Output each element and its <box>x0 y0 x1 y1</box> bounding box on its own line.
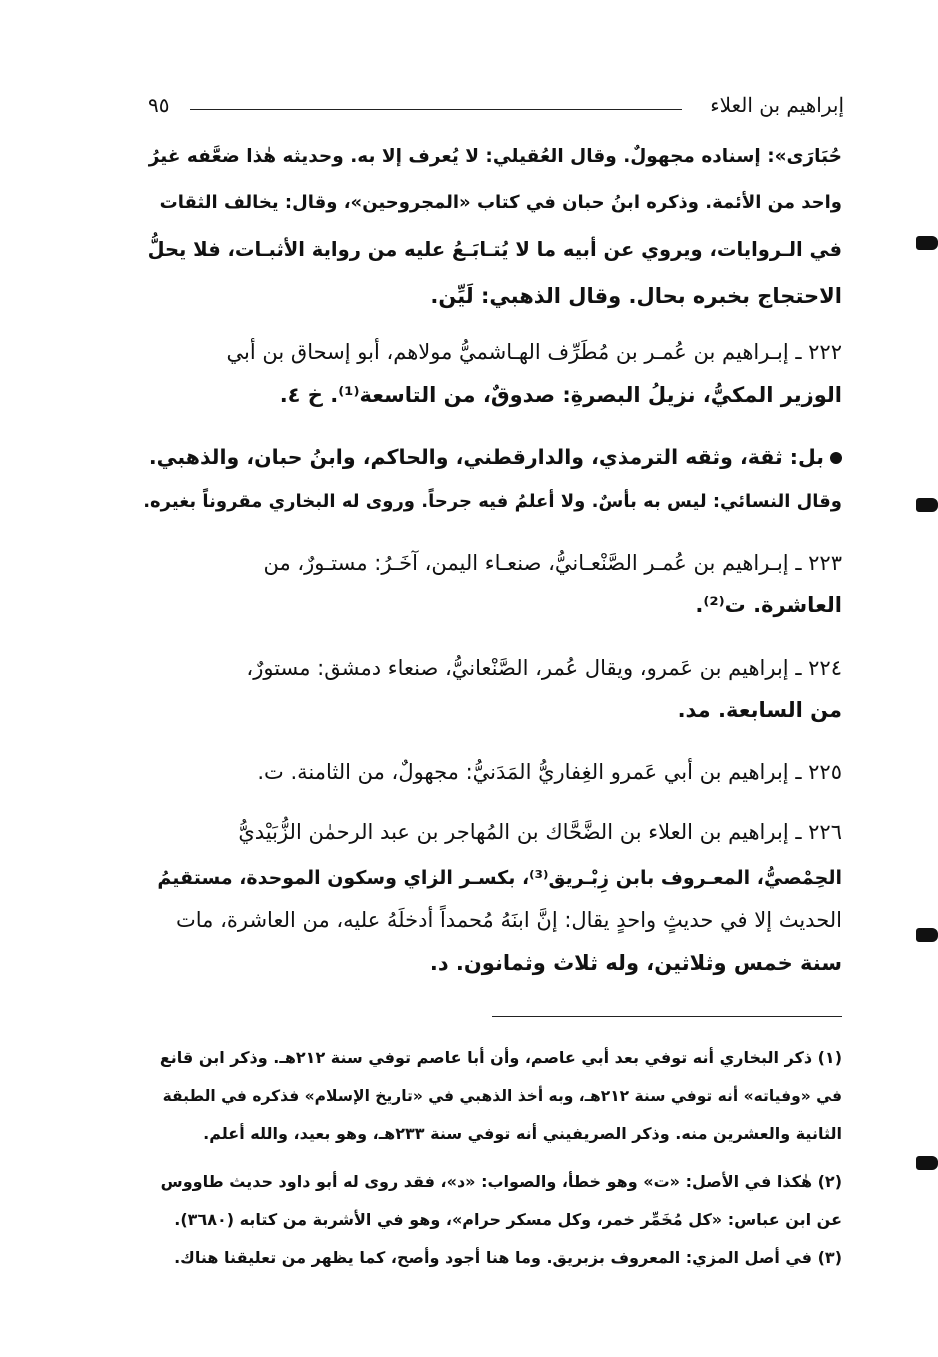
commentary-text: بل: ثقة، وثقه الترمذي، والدارقطني، والحاكم، وابنُ حبان، والذهبي. <box>148 445 824 469</box>
footnote-line: في «وفياته» أنه توفي سنة ٢١٢هـ، وبه أخذ الذهبي في «تاريخ الإسلام» فذكره في الطبقة <box>162 1087 842 1105</box>
commentary-line: وقال النسائي: ليس به بأسٌ. ولا أعلمُ فيه جرحاً. وروى له البخاري مقروناً بغيره. <box>143 491 842 512</box>
entry-223-line: ٢٢٣ ـ إبـراهيم بن عُمـر الصَّنْعـانيُّ، صنعـاء اليمن، آخَـرُ: مستـورٌ، من <box>263 551 842 575</box>
footnote-line: (٢) هٰكذا في الأصل: «ت» وهو خطأ، والصواب: «د»، فقد روى له أبو داود حديث طاووس <box>160 1172 842 1191</box>
entry-222-line: الوزير المكيُّ، نزيلُ البصرةِ: صدوقٌ، من التاسعة⁽¹⁾. خ ٤. <box>279 383 842 407</box>
text-line: في الـروايات، ويروي عن أبيه ما لا يُتـابَـعُ عليه من رواية الأثبـات، فلا يحلُّ <box>147 238 842 261</box>
page-number: ٩٥ <box>148 93 170 117</box>
entry-225-line: ٢٢٥ ـ إبراهيم بن أبي عَمرو الغِفاريُّ المَدَنيُّ: مجهولٌ، من الثامنة. ت. <box>257 760 842 784</box>
text-line: واحد من الأئمة. وذكره ابنُ حبان في كتاب «المجروحين»، وقال: يخالف الثقات <box>159 192 842 213</box>
entry-226-line: الحِمْصيُّ، المعـروف بابن زِبْـريق⁽³⁾، بكسـر الزاي وسكون الموحدة، مستقيمُ <box>157 867 842 889</box>
entry-226-line: سنة خمس وثلاثين، وله ثلاث وثمانون. د. <box>429 951 842 975</box>
margin-mark <box>916 1156 938 1170</box>
entry-224-line: ٢٢٤ ـ إبراهيم بن عَمرو، ويقال عُمر، الصَّنْعانيُّ، صنعاء دمشق: مستورٌ، <box>246 656 842 680</box>
commentary-line <box>149 440 842 474</box>
entry-224-line: من السابعة. مد. <box>677 698 842 722</box>
bullet-icon <box>830 452 842 464</box>
entry-226-line: الحديث إلا في حديثٍ واحدٍ يقال: إنَّ ابنَهُ مُحمداً أدخلَهُ عليه، من العاشرة، مات <box>175 908 842 932</box>
margin-mark <box>916 236 938 250</box>
running-header <box>148 92 844 118</box>
entry-222-line: ٢٢٢ ـ إبـراهيم بن عُمـر بن مُطَرِّف الهـاشميُّ مولاهم، أبو إسحاق بن أبي <box>226 340 842 364</box>
text-line: الاحتجاج بخبره بحال. وقال الذهبي: لَيِّن. <box>430 284 842 308</box>
header-title: إبراهيم بن العلاء <box>710 93 844 117</box>
entry-223-line: العاشرة. ت⁽²⁾. <box>695 593 842 617</box>
margin-mark <box>916 928 938 942</box>
header-rule <box>190 109 682 110</box>
footnote-line: عن ابن عباس: «كل مُخَمِّر خمر، وكل مسكر حرام»، وهو في الأشربة من كتابه (٣٦٨٠). <box>174 1210 842 1229</box>
text-line: حُبَارَى»: إسناده مجهولٌ. وقال العُقيلي: لا يُعرف إلا به. وحديثه هٰذا ضعَّفه غيرُ <box>148 146 842 167</box>
footnote-line: (٣) في أصل المزي: المعروف بزبريق. وما هنا أجود وأصح، كما يظهر من تعليقنا هناك. <box>174 1248 842 1267</box>
margin-mark <box>916 498 938 512</box>
footnote-separator <box>492 1016 842 1017</box>
footnote-line: الثانية والعشرين منه. وذكر الصريفيني أنه توفي سنة ٢٣٣هـ، وهو بعيد، والله أعلم. <box>203 1124 842 1143</box>
entry-226-line: ٢٢٦ ـ إبراهيم بن العلاء بن الضَّحَّاك بن المُهاجر بن عبد الرحمٰن الزُّبَيْديُّ <box>238 820 842 844</box>
footnote-line: (١) ذكر البخاري أنه توفي بعد أبي عاصم، وأن أبا عاصم توفي سنة ٢١٢هـ. وذكر ابن قانع <box>159 1048 842 1067</box>
